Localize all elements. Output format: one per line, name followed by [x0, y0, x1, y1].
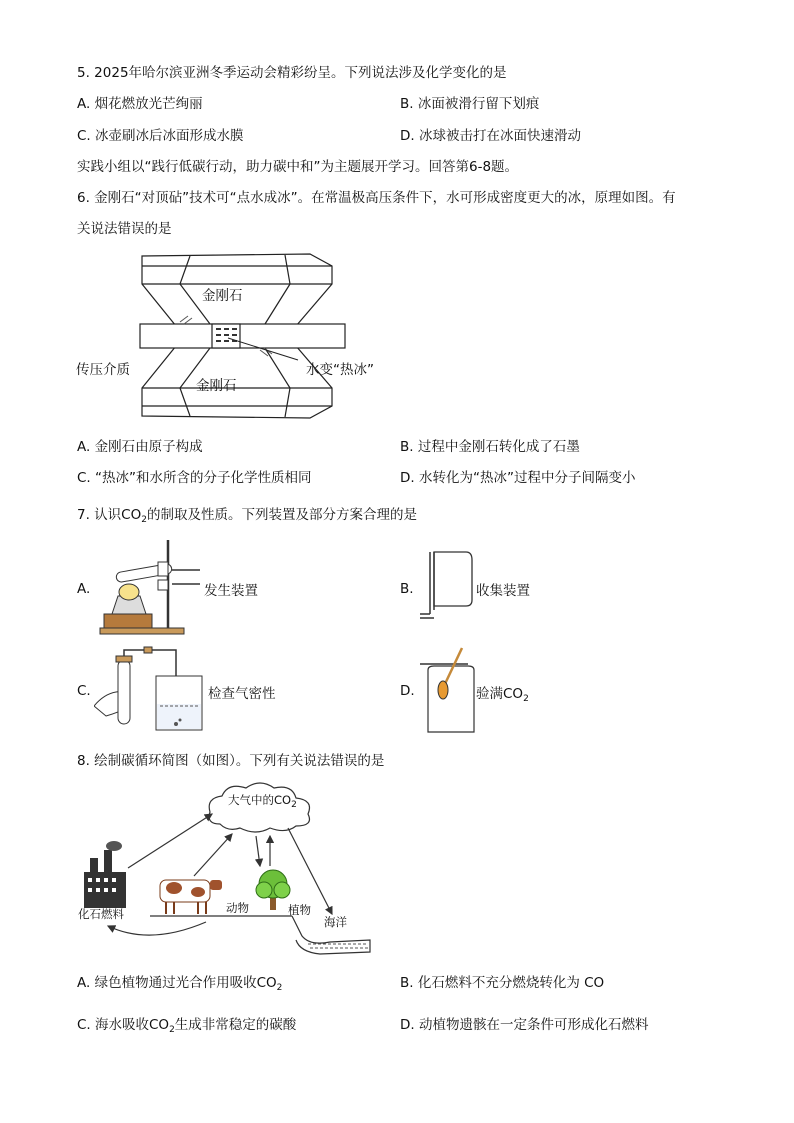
- gas-bottle-d: [428, 666, 474, 732]
- arrow-fossil-to-air: [128, 814, 212, 868]
- airtightness-apparatus-diagram: [94, 646, 206, 732]
- q8-option-c-sub: 2: [169, 1025, 175, 1035]
- animal-label: 动物: [226, 901, 249, 915]
- q5-stem: 5. 2025年哈尔滨亚洲冬季运动会精彩纷呈。下列说法涉及化学变化的是: [77, 65, 507, 81]
- q7-stem-sub: 2: [141, 515, 147, 525]
- q7-option-d-text: 验满CO: [476, 686, 524, 702]
- q7-option-b-letter: B.: [400, 581, 414, 597]
- collection-apparatus-diagram: [418, 550, 474, 624]
- q8-option-c-post: 生成非常稳定的碳酸: [174, 1017, 297, 1033]
- bottom-diamond-label: 金刚石: [196, 378, 237, 394]
- smoke: [106, 841, 122, 851]
- test-tube-c: [118, 660, 130, 724]
- q7-stem-co2: CO: [121, 507, 142, 523]
- lamp-block: [104, 614, 152, 628]
- q6-stem-line1: 6. 金刚石“对顶砧”技术可“点水成冰”。在常温极高压条件下，水可形成密度更大的冰，原理如图。有: [77, 190, 676, 206]
- splint-flame: [438, 681, 448, 699]
- q8-option-c: [77, 1016, 296, 1039]
- q6-option-a: A. 金刚石由原子构成: [77, 439, 203, 455]
- flame: [119, 584, 139, 600]
- q7-option-a-label: 发生装置: [204, 583, 258, 599]
- airtightness-apparatus-figure: [94, 646, 206, 732]
- q8-option-a-sub: 2: [276, 983, 283, 993]
- q7-option-c-letter: C.: [77, 683, 91, 699]
- arrow-remains-to-fossil: [108, 922, 206, 935]
- atmosphere-label-text: 大气中的CO: [228, 793, 292, 807]
- bottom-diamond-shape: [142, 346, 332, 418]
- q8-option-d: D. 动植物遗骸在一定条件可形成化石燃料: [400, 1017, 649, 1033]
- q7-stem-post: 的制取及性质。下列装置及部分方案合理的是: [146, 507, 417, 523]
- ocean-label: 海洋: [324, 915, 347, 929]
- q6-option-d: D. 水转化为“热冰”过程中分子间隔变小: [400, 470, 636, 486]
- full-test-apparatus-figure: [418, 646, 478, 736]
- q6-option-c: C. “热冰”和水所含的分子化学性质相同: [77, 470, 312, 486]
- diamond-anvil-diagram: [70, 248, 430, 428]
- hot-ice-label: 水变“热冰”: [306, 362, 374, 378]
- diamond-anvil-figure: [70, 248, 430, 428]
- arrow-animal-to-air: [194, 834, 232, 876]
- stand-base: [100, 628, 184, 634]
- q8-option-a: [77, 974, 282, 997]
- q7-option-d-sub: 2: [523, 694, 529, 704]
- pressure-medium-label: 传压介质: [76, 362, 130, 378]
- fossil-fuel-label: 化石燃料: [78, 907, 124, 921]
- q7-option-b-label: 收集装置: [476, 583, 530, 599]
- gas-bottle: [434, 552, 472, 606]
- q5-option-d: D. 冰球被击打在冰面快速滑动: [400, 128, 581, 144]
- atmosphere-label: [228, 792, 297, 810]
- arrow-air-to-plant: [256, 836, 260, 866]
- section-intro: 实践小组以“践行低碳行动，助力碳中和”为主题展开学习。回答第6-8题。: [77, 159, 519, 175]
- q8-option-a-text: A. 绿色植物通过光合作用吸收CO: [77, 975, 277, 991]
- q7-stem-pre: 7. 认识: [77, 507, 122, 523]
- q6-stem-line2: 关说法错误的是: [77, 221, 172, 237]
- collection-apparatus-figure: [418, 550, 474, 624]
- cow-animal: [160, 880, 222, 914]
- q7-option-a-letter: A.: [77, 581, 91, 597]
- beaker-water: [157, 704, 201, 729]
- q8-stem: 8. 绘制碳循环简图（如图）。下列有关说法错误的是: [77, 753, 385, 769]
- tree-plant: [256, 870, 290, 910]
- full-test-apparatus-diagram: [418, 646, 478, 736]
- top-diamond-label: 金刚石: [202, 288, 243, 304]
- q5-option-c: C. 冰壶刷冰后冰面形成水膜: [77, 128, 244, 144]
- q8-option-b: B. 化石燃料不充分燃烧转化为 CO: [400, 975, 605, 991]
- atmosphere-label-sub: 2: [291, 800, 297, 810]
- q7-option-c-label: 检查气密性: [208, 686, 276, 702]
- q5-option-b: B. 冰面被滑行留下划痕: [400, 96, 540, 112]
- q8-option-c-pre: C. 海水吸收CO: [77, 1017, 170, 1033]
- clamp-top: [158, 562, 168, 576]
- clamp-bottom: [158, 580, 168, 590]
- stopper: [116, 656, 132, 662]
- pressure-medium-plate: [140, 324, 345, 348]
- q7-option-d-letter: D.: [400, 683, 415, 699]
- carbon-cycle-figure: [70, 776, 380, 956]
- q7-stem: [77, 506, 417, 529]
- q7-option-d-label: [476, 682, 529, 704]
- generator-apparatus-figure: [96, 536, 206, 640]
- q5-option-a: A. 烟花燃放光芒绚丽: [77, 96, 203, 112]
- plant-label: 植物: [288, 903, 311, 917]
- generator-apparatus-diagram: [96, 536, 206, 640]
- q6-option-b: B. 过程中金刚石转化成了石墨: [400, 439, 580, 455]
